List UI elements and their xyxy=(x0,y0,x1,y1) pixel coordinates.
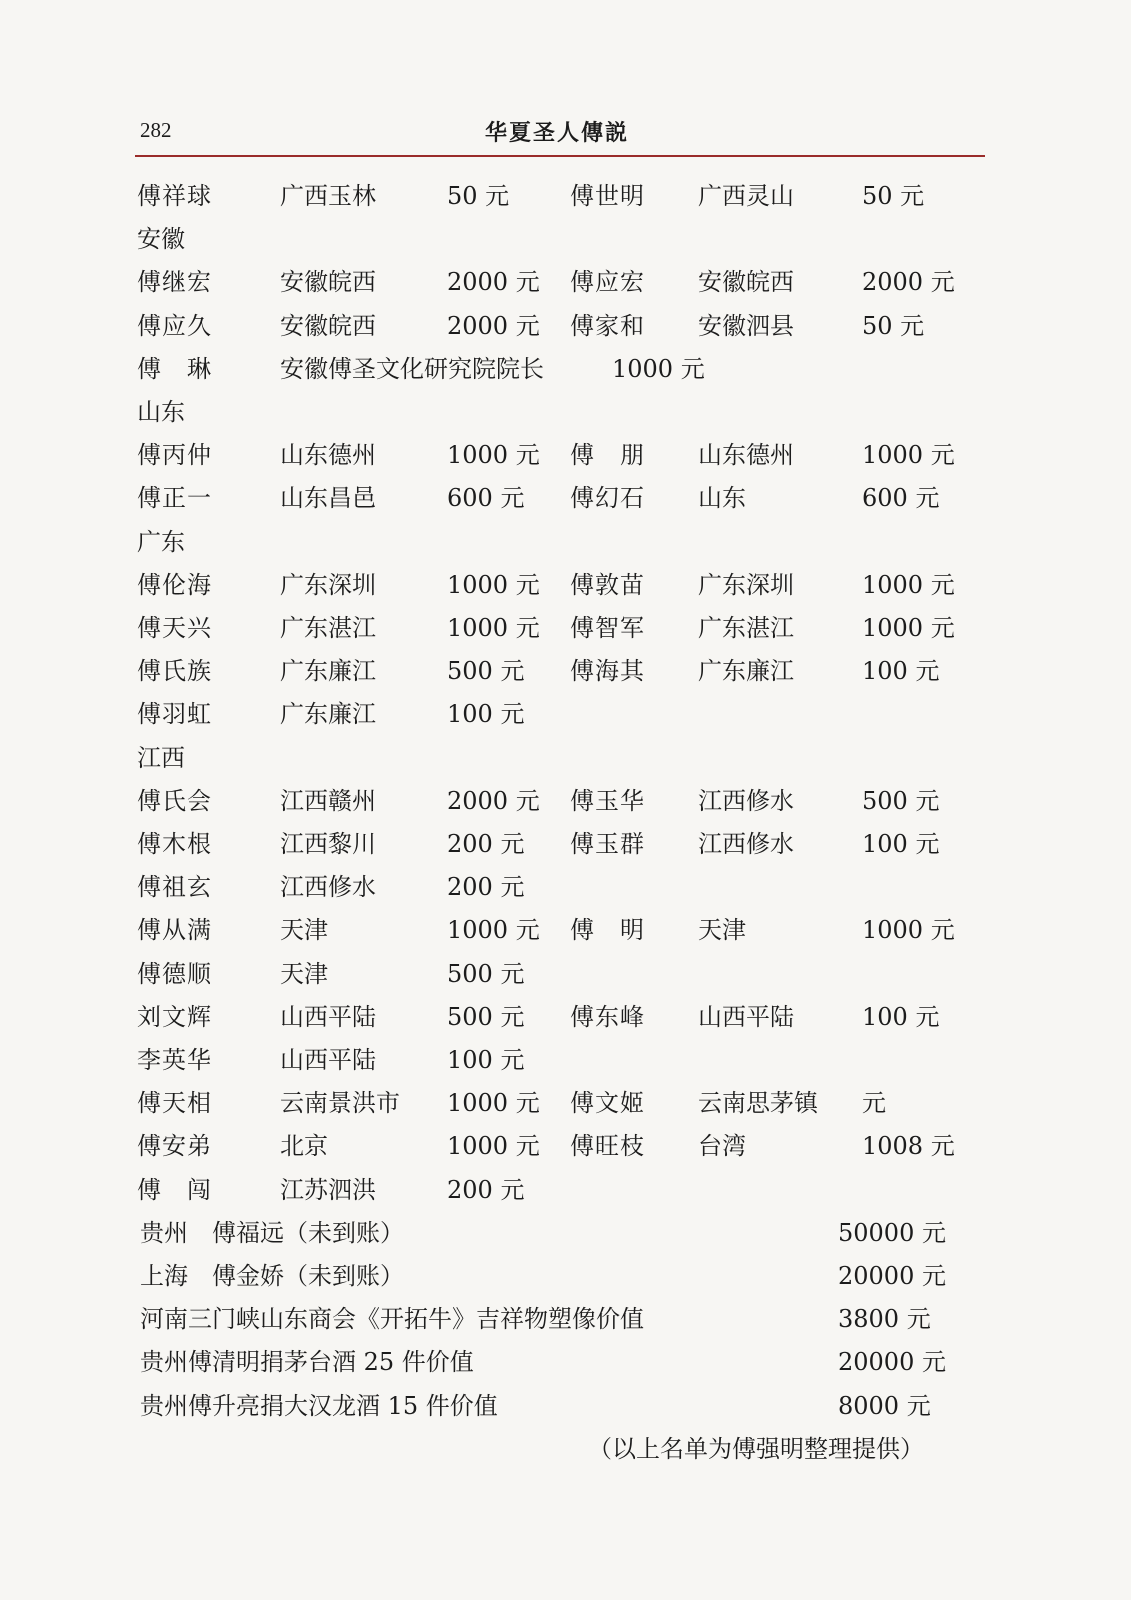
donor-name: 傅东峰 xyxy=(570,1002,645,1031)
donation-amount: 2000 元 xyxy=(447,268,540,297)
donor-place: 广西玉林 xyxy=(280,182,376,210)
donation-amount: 1000 元 xyxy=(862,441,955,470)
donation-amount: 100 元 xyxy=(862,830,940,858)
donor-place: 广东湛江 xyxy=(698,614,794,642)
donor-name: 傅应久 xyxy=(137,311,212,340)
donor-place: 安徽皖西 xyxy=(280,268,376,297)
donor-name: 傅敦苗 xyxy=(570,570,645,599)
list-row xyxy=(0,651,1131,686)
donor-name: 傅天相 xyxy=(137,1089,212,1118)
region-heading xyxy=(0,392,1131,424)
donation-amount: 1000 元 xyxy=(862,570,955,599)
list-row xyxy=(0,306,1131,338)
donor-place: 天津 xyxy=(280,916,328,945)
donation-amount: 100 元 xyxy=(447,1046,525,1074)
donation-description: 贵州 傅福远（未到账） xyxy=(140,1218,404,1247)
donor-name: 傅伦海 xyxy=(137,570,212,599)
list-row xyxy=(0,478,1131,513)
region-label: 安徽 xyxy=(137,225,185,254)
donation-amount: 8000 元 xyxy=(838,1391,931,1420)
donation-amount: 600 元 xyxy=(447,484,525,513)
list-row xyxy=(0,1126,1131,1161)
donor-place: 山西平陆 xyxy=(280,1002,376,1031)
donation-amount: 元 xyxy=(862,1089,886,1118)
running-header xyxy=(135,112,985,156)
credit-text: （以上名单为傅强明整理提供） xyxy=(588,1434,924,1463)
list-row xyxy=(0,435,1131,470)
list-row xyxy=(0,565,1131,597)
donation-amount: 20000 元 xyxy=(838,1262,946,1290)
donation-amount: 1000 元 xyxy=(447,1089,540,1118)
donor-name: 傅德顺 xyxy=(137,959,212,988)
donation-amount: 2000 元 xyxy=(447,786,540,815)
donation-amount: 500 元 xyxy=(447,959,525,988)
donor-name: 傅海其 xyxy=(570,657,645,686)
donation-amount: 1000 元 xyxy=(612,354,705,383)
list-row xyxy=(0,608,1131,640)
donor-place: 安徽皖西 xyxy=(280,311,376,340)
donor-place: 天津 xyxy=(698,916,746,945)
donor-place: 江西修水 xyxy=(280,873,376,902)
donation-amount: 100 元 xyxy=(862,1002,940,1031)
donation-amount: 500 元 xyxy=(862,786,940,815)
donation-amount: 100 元 xyxy=(447,700,525,729)
list-row xyxy=(0,176,1131,208)
donation-amount: 1008 元 xyxy=(862,1132,955,1161)
donation-amount: 1000 元 xyxy=(447,1132,540,1161)
donor-name: 傅应宏 xyxy=(570,268,645,297)
donor-name: 傅玉群 xyxy=(570,830,645,858)
region-label: 山东 xyxy=(137,398,185,426)
region-heading xyxy=(0,522,1131,554)
donor-place: 台湾 xyxy=(698,1132,746,1161)
donation-amount: 50 元 xyxy=(447,182,510,210)
donation-amount: 50000 元 xyxy=(838,1218,946,1247)
donor-name: 傅丙仲 xyxy=(137,441,212,470)
donor-place: 广东湛江 xyxy=(280,614,376,642)
donation-description: 贵州傅清明捐茅台酒 25 件价值 xyxy=(140,1348,474,1377)
donor-place: 云南景洪市 xyxy=(280,1089,400,1118)
donor-name: 傅氏会 xyxy=(137,786,212,815)
donor-place: 山东昌邑 xyxy=(280,484,376,513)
donor-place: 安徽泗县 xyxy=(698,311,794,340)
donation-amount: 200 元 xyxy=(447,873,525,902)
donor-name: 傅 朋 xyxy=(570,441,645,470)
donation-description: 贵州傅升亮捐大汉龙酒 15 件价值 xyxy=(140,1391,498,1420)
donor-place: 山西平陆 xyxy=(280,1046,376,1074)
list-row xyxy=(0,1083,1131,1118)
page-number: 282 xyxy=(140,118,172,142)
donor-place: 江西赣州 xyxy=(280,786,376,815)
donation-amount: 3800 元 xyxy=(838,1305,931,1334)
donor-place: 江西黎川 xyxy=(280,830,376,858)
list-row xyxy=(0,1040,1131,1072)
list-row xyxy=(0,910,1131,945)
donor-place: 江西修水 xyxy=(698,786,794,815)
book-title: 华夏圣人傳説 xyxy=(485,120,630,146)
donor-name: 傅玉华 xyxy=(570,786,645,815)
donor-name: 傅旺枝 xyxy=(570,1132,645,1161)
donor-name: 傅祥球 xyxy=(137,182,212,210)
region-heading xyxy=(0,219,1131,254)
credit-line xyxy=(0,1429,1131,1461)
donation-amount: 100 元 xyxy=(862,657,940,686)
donor-name: 傅世明 xyxy=(570,182,645,210)
list-row xyxy=(0,262,1131,297)
donor-name: 傅 琳 xyxy=(137,354,212,383)
donation-amount: 20000 元 xyxy=(838,1348,946,1377)
donor-place: 山西平陆 xyxy=(698,1002,794,1031)
donor-name: 傅正一 xyxy=(137,484,212,513)
donor-place: 云南思茅镇 xyxy=(698,1089,818,1118)
donation-amount: 50 元 xyxy=(862,311,925,340)
donor-name: 刘文辉 xyxy=(137,1002,212,1031)
donor-name: 傅智军 xyxy=(570,614,645,642)
donor-place: 广东廉江 xyxy=(698,657,794,686)
donation-amount: 2000 元 xyxy=(862,268,955,297)
donor-name: 傅文姬 xyxy=(570,1089,645,1118)
donation-description: 河南三门峡山东商会《开拓牛》吉祥物塑像价值 xyxy=(140,1305,644,1334)
donor-name: 李英华 xyxy=(137,1046,212,1074)
donor-name: 傅 闯 xyxy=(137,1175,212,1204)
donor-name: 傅继宏 xyxy=(137,268,212,297)
donor-name: 傅幻石 xyxy=(570,484,645,513)
list-row xyxy=(0,997,1131,1029)
donor-place: 山东德州 xyxy=(280,441,376,470)
list-row xyxy=(0,1213,1131,1245)
donation-amount: 50 元 xyxy=(862,182,925,210)
donor-name: 傅木根 xyxy=(137,830,212,858)
donation-amount: 600 元 xyxy=(862,484,940,513)
donor-place: 广东廉江 xyxy=(280,657,376,686)
donor-name: 傅家和 xyxy=(570,311,645,340)
donor-place: 天津 xyxy=(280,959,328,988)
donor-place: 广西灵山 xyxy=(698,182,794,210)
donor-name: 傅祖玄 xyxy=(137,873,212,902)
list-row xyxy=(0,1342,1131,1377)
list-row xyxy=(0,1170,1131,1202)
region-heading xyxy=(0,738,1131,770)
donor-place: 北京 xyxy=(280,1132,328,1161)
donation-amount: 2000 元 xyxy=(447,311,540,340)
donor-place: 山东德州 xyxy=(698,441,794,470)
donor-place: 江西修水 xyxy=(698,830,794,858)
donor-place: 广东廉江 xyxy=(280,700,376,729)
list-row xyxy=(0,1386,1131,1418)
donation-amount: 1000 元 xyxy=(862,916,955,945)
donation-amount: 200 元 xyxy=(447,830,525,858)
donor-name: 傅氏族 xyxy=(137,657,212,686)
donor-place: 江苏泗洪 xyxy=(280,1175,376,1204)
donation-amount: 1000 元 xyxy=(447,916,540,945)
list-row xyxy=(0,781,1131,813)
list-row xyxy=(0,1256,1131,1288)
donation-amount: 1000 元 xyxy=(862,614,955,642)
donation-description: 上海 傅金娇（未到账） xyxy=(140,1262,404,1290)
list-row xyxy=(0,867,1131,902)
donor-name: 傅从满 xyxy=(137,916,212,945)
donor-place: 广东深圳 xyxy=(698,570,794,599)
list-row xyxy=(0,824,1131,856)
donor-name: 傅羽虹 xyxy=(137,700,212,729)
donor-place: 广东深圳 xyxy=(280,570,376,599)
header-rule xyxy=(135,155,985,157)
donation-amount: 200 元 xyxy=(447,1175,525,1204)
donor-name: 傅 明 xyxy=(570,916,645,945)
donation-amount: 1000 元 xyxy=(447,614,540,642)
list-row xyxy=(0,954,1131,986)
donor-name: 傅天兴 xyxy=(137,614,212,642)
donor-title: 安徽傅圣文化研究院院长 xyxy=(280,354,544,383)
donation-amount: 1000 元 xyxy=(447,570,540,599)
region-label: 江西 xyxy=(137,743,185,772)
donation-amount: 1000 元 xyxy=(447,441,540,470)
donor-name: 傅安弟 xyxy=(137,1132,212,1161)
region-label: 广东 xyxy=(137,527,185,556)
list-row xyxy=(0,349,1131,381)
donor-place: 安徽皖西 xyxy=(698,268,794,297)
list-row xyxy=(0,694,1131,729)
donation-amount: 500 元 xyxy=(447,657,525,686)
donation-amount: 500 元 xyxy=(447,1002,525,1031)
donor-place: 山东 xyxy=(698,484,746,513)
list-row xyxy=(0,1299,1131,1334)
